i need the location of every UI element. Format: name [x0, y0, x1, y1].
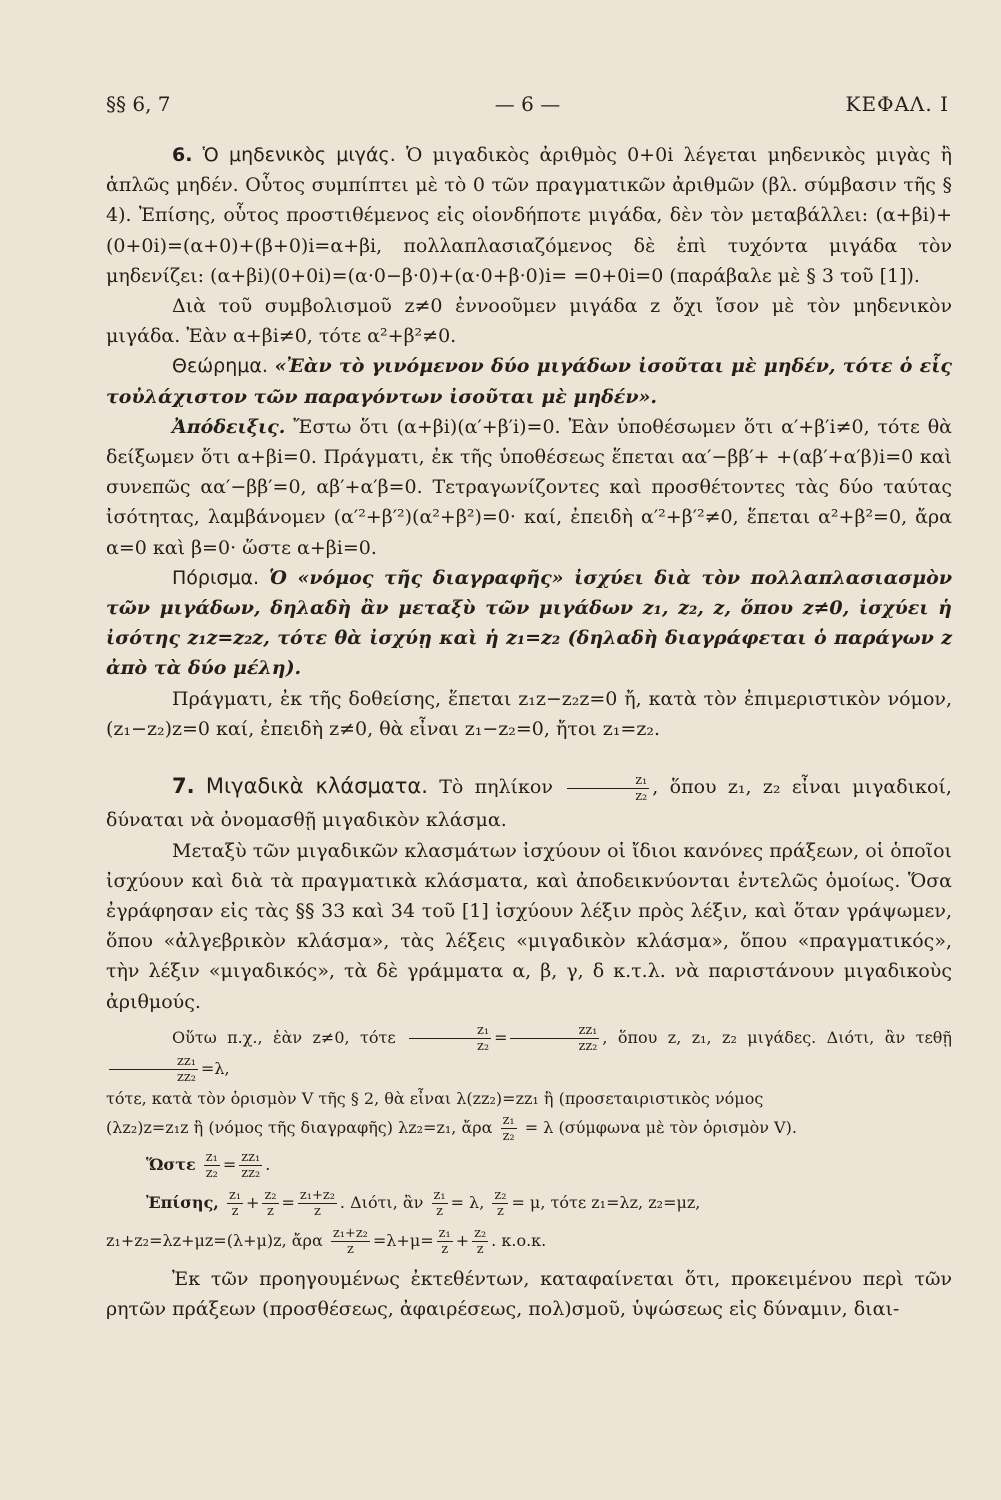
frac-den: z — [476, 1241, 484, 1257]
fraction — [409, 1023, 491, 1054]
frac-den: z₂ — [205, 1165, 218, 1181]
fraction — [432, 1188, 448, 1219]
frac-num: z₁ — [567, 773, 649, 789]
comma: , — [652, 776, 659, 799]
ex1-a: Οὕτω π.χ., ἐὰν z≠0, τότε — [172, 1027, 396, 1047]
corollary-statement: Ὁ «νόμος τῆς διαγραφῆς» ἰσχύει διὰ τὸν πολλαπλασιασμὸν τῶν μιγάδων, δηλαδὴ ἂν μεταξὺ τῶν μιγάδων z₁, z₂, z, ὅπου z≠0, ἰσχύει ἡ ἰσότης z₁z=z₂z, τότε θὰ ἰσχύῃ καὶ ἡ z₁=z₂ (δηλαδὴ διαγράφεται ὁ παράγων z ἀπὸ τὰ δύο μέλη). — [106, 566, 953, 680]
frac-num: z₂ — [494, 1187, 507, 1203]
page-header — [106, 92, 949, 122]
ex3-b: = λ (σύμφωνα μὲ τὸν ὁρισμὸν V). — [524, 1117, 797, 1137]
theorem-statement: «Ἐὰν τὸ γινόμενον δύο μιγάδων ἰσοῦται μὲ μηδέν, τότε ὁ εἷς τοὐλάχιστον τῶν παραγόντων ἰσοῦται μὲ μηδέν». — [106, 355, 952, 408]
theorem — [106, 351, 952, 411]
frac-num: z₁ — [205, 1149, 218, 1165]
frac-den: z — [441, 1241, 449, 1257]
plus: + — [246, 1192, 260, 1212]
frac-den: z₂ — [477, 1038, 490, 1054]
section-reference: §§ 6, 7 — [106, 92, 171, 116]
plus: + — [455, 1230, 470, 1250]
frac-den: z — [436, 1203, 443, 1219]
frac-num: z₁ — [438, 1225, 451, 1241]
sec7-paragraph-1: Μεταξὺ τῶν μιγαδικῶν κλασμάτων ἰσχύουν οἱ ἴδιοι κανόνες πράξεων, οἱ ὁποῖοι ἰσχύουν καὶ διὰ τὰ πραγματικὰ κλάσματα, καὶ ἀποδεικνύονται ἐντελῶς ὁμοίως. Ὅσα ἐγράφησαν εἰς τὰς §§ 33 καὶ 34 τοῦ [1] ἰσχύουν λέξιν πρὸς λέξιν, καὶ ὅταν γράψωμεν, ὅπου «ἀλγεβρικὸν κλάσμα», τὰς λέξεις «μιγαδικὸν κλάσμα», ὅπου «πραγματικός», τὴν λέξιν «μιγαδικός», τὰ δὲ γράμματα α, β, γ, δ κ.τ.λ. νὰ παριστάνουν μιγαδικοὺς ἀριθμούς. — [106, 839, 952, 1013]
frac-num: z₂ — [264, 1187, 277, 1203]
period: . — [491, 1230, 497, 1250]
sum-a: z₁+z₂=λz+μz=(λ+μ)z, ἄρα — [106, 1230, 323, 1250]
proof — [106, 412, 952, 563]
fraction — [437, 1226, 453, 1257]
sec7-last-paragraph: Ἐκ τῶν προηγουμένως ἐκτεθέντων, καταφαίνεται ὅτι, προκειμένου περὶ τῶν ρητῶν πράξεων (προσθέσεως, ἀφαιρέσεως, πολ)σμοῦ, ὑψώσεως εἰς δύναμιν, διαι- — [106, 1267, 952, 1320]
equals-mu: = μ, — [511, 1192, 546, 1212]
frac-den: z — [496, 1203, 504, 1219]
sec6-paragraph-1 — [106, 140, 952, 291]
proof-label: Ἀπόδειξις. — [172, 415, 286, 438]
period: . — [265, 1154, 271, 1174]
fraction — [298, 1188, 337, 1219]
frac-den: zz₂ — [177, 1069, 196, 1085]
so-equation — [106, 1148, 952, 1182]
ex1-b: ὅπου z, z₁, z₂ μιγάδες. Διότι, ἂν τεθῇ — [617, 1027, 952, 1047]
fraction — [239, 1150, 262, 1181]
sec7-intro-a: Τὸ πηλίκον — [439, 776, 553, 799]
equals: = — [222, 1154, 237, 1174]
page-body — [106, 140, 952, 1324]
theorem-label: Θεώρημα. — [172, 355, 268, 378]
fraction — [492, 1188, 508, 1219]
example-line-2: τότε, κατὰ τὸν ὁρισμὸν V τῆς § 2, θὰ εἶναι λ(zz₂)=zz₁ ἢ (προσεταιριστικὸς νόμος — [106, 1088, 764, 1108]
frac-den: z — [346, 1241, 354, 1257]
fraction — [510, 1023, 599, 1054]
equals-lambda: = λ, — [450, 1192, 485, 1212]
fraction — [204, 1150, 220, 1181]
frac-den: z — [267, 1203, 274, 1219]
sum-b: =λ+μ= — [372, 1230, 434, 1250]
comma: , — [602, 1027, 608, 1047]
fraction — [331, 1226, 370, 1257]
sec6-text: Ὁ μιγαδικὸς ἀριθμὸς 0+0i λέγεται μηδενικὸς μιγὰς ἢ ἁπλῶς μηδέν. Οὗτος συμπίπτει μὲ τὸ 0 τῶν πραγματικῶν ἀριθμῶν (βλ. σύμβασιν τῆς § 4). Ἐπίσης, οὗτος προστιθέμενος εἰς οἱονδήποτε μιγάδα, δὲν τὸν μεταβάλλει: (α+βi)+(0+0i)=(α+0)+(β+0)i=α+βi, πολλαπλασιαζόμενος δὲ ἐπὶ τυχόντα μιγάδα τὸν μηδενίζει: (α+βi)(0+0i)=(α·0−β·0)+(α·0+β·0)i= =0+0i=0 (παράβαλε μὲ § 3 τοῦ [1]). — [106, 144, 952, 287]
frac-num: z₁ — [409, 1023, 491, 1039]
equals: = — [281, 1192, 295, 1212]
also-c: τότε z₁=λz, z₂=μz, — [550, 1192, 701, 1212]
equals: = — [494, 1027, 508, 1047]
frac-num: zz₁ — [510, 1023, 599, 1039]
corollary-label: Πόρισμα. — [172, 566, 260, 589]
corollary — [106, 563, 952, 684]
sec7-number: 7. — [172, 774, 195, 799]
frac-den: zz₂ — [578, 1038, 598, 1054]
sec7-intro — [106, 770, 952, 836]
frac-num: z₁ — [433, 1187, 446, 1203]
frac-num: zz₁ — [241, 1149, 261, 1165]
also-label: Ἐπίσης, — [146, 1192, 219, 1212]
sum-equation — [106, 1224, 952, 1258]
fraction — [227, 1188, 243, 1219]
period: . — [339, 1192, 346, 1212]
sec6-paragraph-2: Διὰ τοῦ συμβολισμοῦ z≠0 ἐννοοῦμεν μιγάδα z ὄχι ἴσον μὲ τὸν μηδενικὸν μιγάδα. Ἐὰν α+βi≠0, τότε α²+β²≠0. — [106, 295, 952, 348]
sec6-title: Ὁ μηδενικὸς μιγάς. — [202, 144, 396, 166]
frac-den: z — [313, 1203, 321, 1219]
frac-den: z — [231, 1203, 239, 1219]
fraction — [109, 1054, 198, 1085]
sec7-intro-b: ὅπου z₁, z₂ εἶναι μιγαδικοί, δύναται νὰ ὀνομασθῇ μιγαδικὸν κλάσμα. — [106, 776, 952, 831]
also-equation — [106, 1186, 952, 1220]
so-label: Ὥστε — [146, 1154, 196, 1174]
proof-text: Ἔστω ὅτι (α+βi)(α′+β′i)=0. Ἐὰν ὑποθέσωμεν ὅτι α′+β′i≠0, τότε θὰ δείξωμεν ὅτι α+βi=0. Πράγματι, ἐκ τῆς ὑποθέσεως ἕπεται αα′−ββ′+ +(αβ′+α′β)i=0 καὶ συνεπῶς αα′−ββ′=0, αβ′+α′β=0. Τετραγωνίζοντες καὶ προσθέτοντες τὰς δύο ταύτας ἰσότητας, λαμβάνομεν (α′²+β′²)(α²+β²)=0· καί, ἐπειδὴ α′²+β′²≠0, ἕπεται α²+β²=0, ἄρα α=0 καὶ β=0· ὥστε α+βi=0. — [106, 415, 952, 559]
sec7-title: Μιγαδικὰ κλάσματα. — [205, 774, 428, 799]
frac-den: z₂ — [502, 1128, 515, 1144]
frac-num: z₁+z₂ — [332, 1225, 368, 1241]
frac-num: z₂ — [474, 1225, 487, 1241]
also-b: Διότι, ἂν — [350, 1192, 424, 1212]
frac-num: zz₁ — [109, 1054, 198, 1070]
fraction — [501, 1113, 517, 1144]
frac-den: z₂ — [635, 788, 648, 804]
frac-num: z₁ — [228, 1187, 242, 1203]
chapter-label: ΚΕΦΑΛ. Ι — [845, 92, 949, 116]
sum-c: κ.ο.κ. — [501, 1230, 547, 1250]
example-line-1 — [106, 1023, 952, 1085]
fraction — [472, 1226, 488, 1257]
page-number: — 6 — — [494, 92, 561, 116]
sec6-number: 6. — [172, 144, 193, 166]
example-line-3 — [106, 1113, 952, 1144]
fraction — [262, 1188, 278, 1219]
frac-num: z₁+z₂ — [299, 1187, 335, 1203]
sec6-paragraph-3: Πράγματι, ἐκ τῆς δοθείσης, ἕπεται z₁z−z₂z=0 ἤ, κατὰ τὸν ἐπιμεριστικὸν νόμον, (z₁−z₂)z=0 καί, ἐπειδὴ z≠0, θὰ εἶναι z₁−z₂=0, ἤτοι z₁=z₂. — [106, 687, 952, 740]
fraction-z1-over-z2 — [567, 773, 649, 804]
frac-den: zz₂ — [241, 1165, 261, 1181]
ex3-a: (λz₂)z=z₁z ἢ (νόμος τῆς διαγραφῆς) λz₂=z₁, ἄρα — [106, 1117, 493, 1137]
ex1-c: =λ, — [200, 1058, 230, 1078]
frac-num: z₁ — [502, 1112, 515, 1128]
